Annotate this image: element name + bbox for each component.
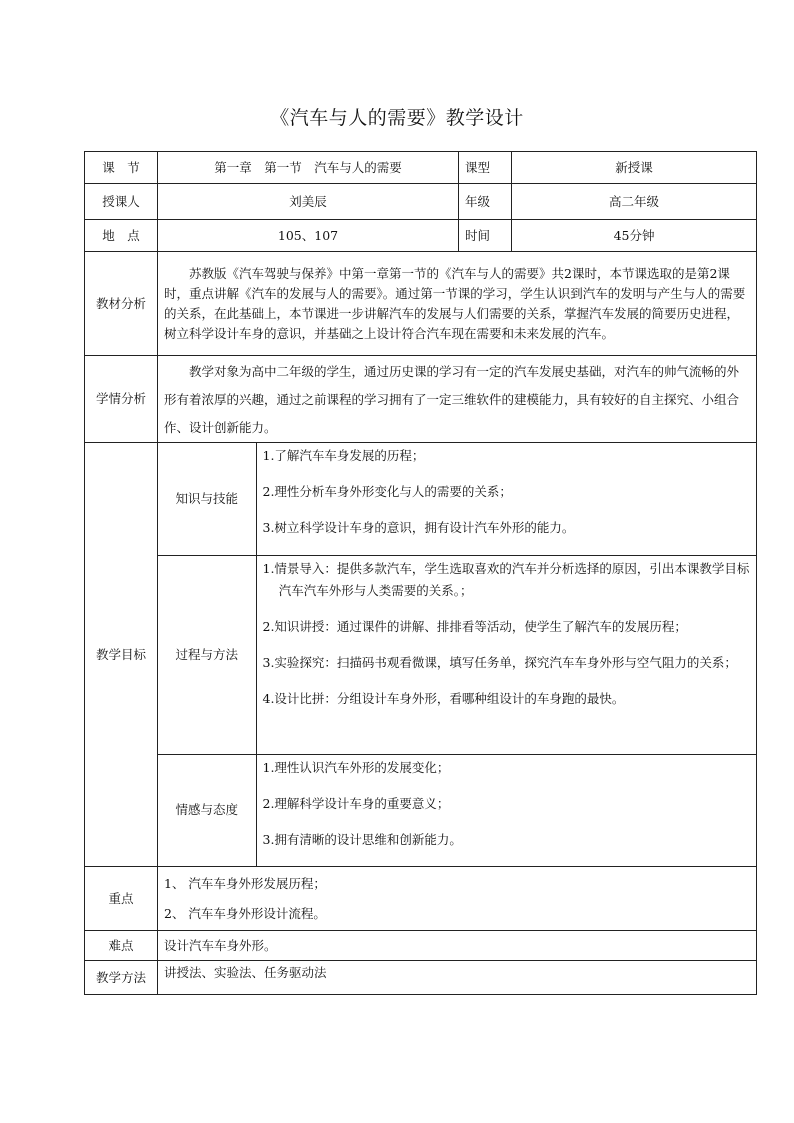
teacher-label: 授课人 xyxy=(85,184,158,220)
grade-value: 高二年级 xyxy=(512,184,757,220)
methods-label: 教学方法 xyxy=(85,961,158,995)
teacher-value: 刘美辰 xyxy=(158,184,459,220)
document-title: 《汽车与人的需要》教学设计 xyxy=(270,107,524,129)
process-item: 4.设计比拼：分组设计车身外形，看哪种组设计的车身跑的最快。 xyxy=(262,690,625,706)
lesson-label: 课 节 xyxy=(85,152,158,184)
row-methods xyxy=(85,961,757,995)
knowledge-row xyxy=(158,443,756,555)
material-text: 苏教版《汽车驾驶与保养》中第一章第一节的《汽车与人的需要》共2课时，本节课选取的是第2课时，重点讲解《汽车的发展与人的需要》。通过第一节课的学习，学生认识到汽车的发明与产生与人的需要的关系，在此基础上，本节课进一步讲解汽车的发展与人们需要的关系，掌握汽车发展的简要历史进程，树立科学设计车身的意识，并基础之上设计符合汽车现在需要和未来发展的汽车。 xyxy=(164,265,746,341)
attitude-row xyxy=(158,754,756,866)
key-point-item: 2、 汽车车身外形设计流程。 xyxy=(164,905,326,921)
knowledge-item: 1.了解汽车车身发展的历程； xyxy=(262,448,425,463)
row-teacher xyxy=(85,184,757,220)
attitude-label: 情感与态度 xyxy=(158,754,256,866)
attitude-item: 1.理性认识汽车外形的发展变化； xyxy=(262,759,450,775)
knowledge-label: 知识与技能 xyxy=(158,443,256,555)
key-points-label: 重点 xyxy=(85,867,158,931)
students-label: 学情分析 xyxy=(85,356,158,443)
lesson-plan-table xyxy=(84,151,757,995)
row-place xyxy=(85,220,757,252)
knowledge-item: 2.理性分析车身外形变化与人的需要的关系； xyxy=(262,484,512,499)
type-value: 新授课 xyxy=(512,152,757,184)
time-label: 时间 xyxy=(459,220,512,252)
students-text: 教学对象为高中二年级的学生，通过历史课的学习有一定的汽车发展史基础，对汽车的帅气流畅的外形有着浓厚的兴趣，通过之前课程的学习拥有了一定三维软件的建模能力，具有较好的自主探究、小组合作、设计创新能力。 xyxy=(164,364,740,435)
methods-text: 讲授法、实验法、任务驱动法 xyxy=(158,961,757,995)
objectives-subtable xyxy=(158,443,756,866)
process-label: 过程与方法 xyxy=(158,555,256,754)
place-label: 地 点 xyxy=(85,220,158,252)
row-objectives xyxy=(85,443,757,867)
time-value: 45分钟 xyxy=(512,220,757,252)
row-students xyxy=(85,356,757,443)
type-label: 课型 xyxy=(459,152,512,184)
objectives-label: 教学目标 xyxy=(85,443,158,867)
row-difficulty xyxy=(85,931,757,961)
lesson-value: 第一章 第一节 汽车与人的需要 xyxy=(158,152,459,184)
attitude-item: 3.拥有清晰的设计思维和创新能力。 xyxy=(262,831,462,847)
process-item: 3.实验探究：扫描码书观看微课，填写任务单，探究汽车车身外形与空气阻力的关系； xyxy=(262,654,737,670)
key-point-item: 1、 汽车车身外形发展历程； xyxy=(164,875,326,891)
place-value: 105、107 xyxy=(158,220,459,252)
grade-label: 年级 xyxy=(459,184,512,220)
process-row xyxy=(158,555,756,754)
difficulty-label: 难点 xyxy=(85,931,158,961)
difficulty-text: 设计汽车车身外形。 xyxy=(158,931,757,961)
knowledge-item: 3.树立科学设计车身的意识，拥有设计汽车外形的能力。 xyxy=(262,520,575,535)
material-label: 教材分析 xyxy=(85,252,158,356)
attitude-item: 2.理解科学设计车身的重要意义； xyxy=(262,795,450,811)
process-item: 2.知识讲授：通过课件的讲解、排排看等活动，使学生了解汽车的发展历程； xyxy=(262,618,687,634)
row-lesson xyxy=(85,152,757,184)
process-item: 1.情景导入：提供多款汽车，学生选取喜欢的汽车并分析选择的原因，引出本课教学目标汽车汽车外形与人类需要的关系。； xyxy=(262,560,750,598)
row-key-points xyxy=(85,867,757,931)
row-material xyxy=(85,252,757,356)
